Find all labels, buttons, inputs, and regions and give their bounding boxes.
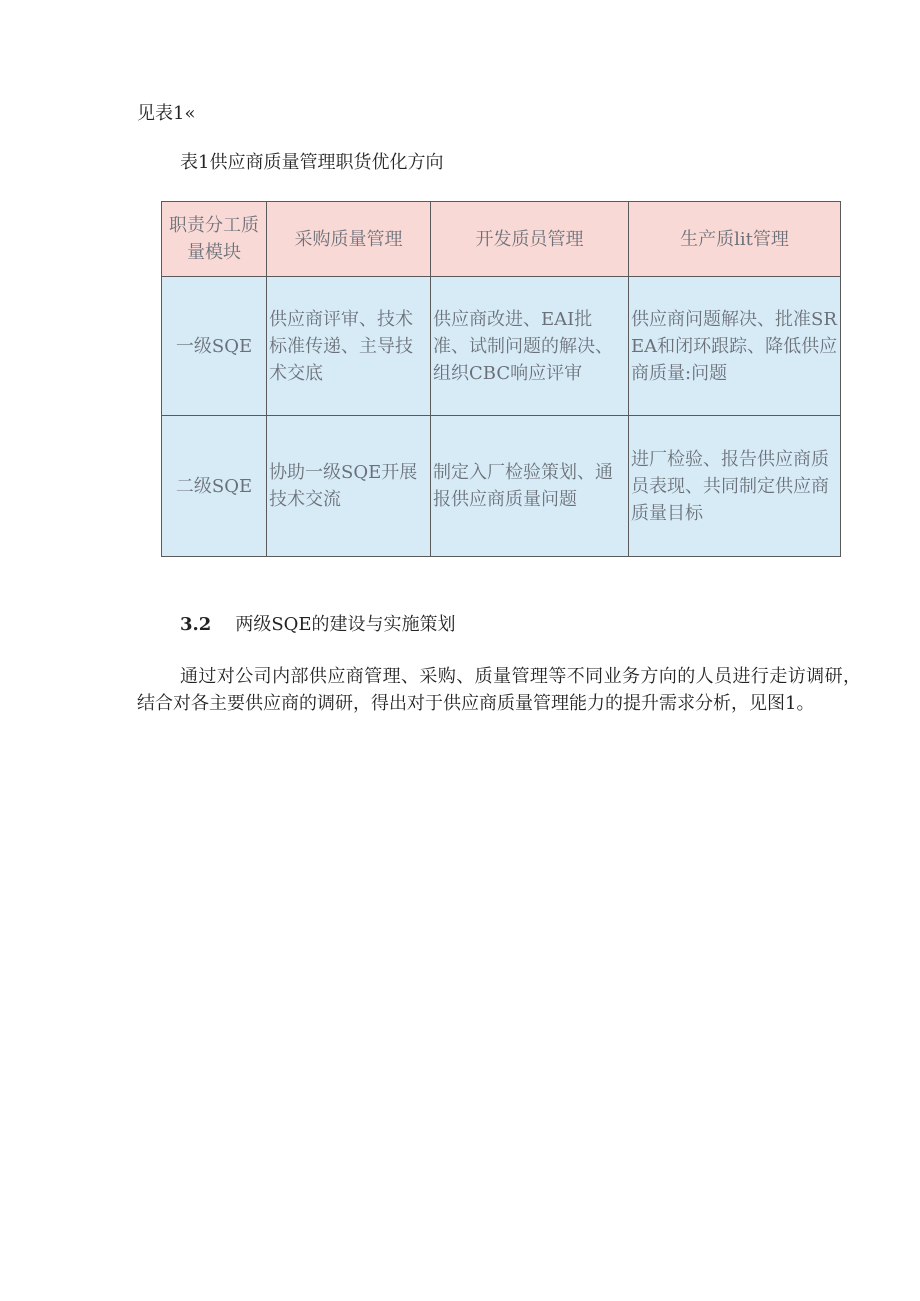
body-paragraph: 通过对公司内部供应商管理、采购、质量管理等不同业务方向的人员进行走访调研，结合对各主要供应商的调研，得出对于供应商质量管理能力的提升需求分析，见图1。 <box>137 666 861 714</box>
header-cell-production: 生产质lit管理 <box>629 202 841 277</box>
table-caption: 表1供应商质量管理职货优化方向 <box>180 152 444 173</box>
section-number: 3.2 <box>180 614 212 635</box>
table-cell: 供应商改进、EAI批准、试制问题的解决、组织CBC响应评审 <box>431 277 629 416</box>
table-cell: 进厂检验、报告供应商质员表现、共同制定供应商质量目标 <box>629 416 841 557</box>
header-cell-module: 职责分工质量模块 <box>162 202 267 277</box>
table-row <box>162 416 841 557</box>
table-cell: 制定入厂检验策划、通报供应商质量问题 <box>431 416 629 557</box>
table-cell: 供应商问题解决、批准SREA和闭环跟踪、降低供应商质量:问题 <box>629 277 841 416</box>
duty-table <box>161 201 841 557</box>
table-row <box>162 277 841 416</box>
section-heading <box>180 612 456 638</box>
table-header-row <box>162 202 841 277</box>
table-cell: 供应商评审、技术标准传递、主导技术交底 <box>267 277 431 416</box>
header-cell-development: 开发质员管理 <box>431 202 629 277</box>
section-title: 两级SQE的建设与实施策划 <box>235 614 456 635</box>
table-cell: 协助一级SQE开展技术交流 <box>267 416 431 557</box>
header-cell-purchase: 采购质量管理 <box>267 202 431 277</box>
intro-text: 见表1« <box>137 103 196 124</box>
row-level-cell: 一级SQE <box>162 277 267 416</box>
row-level-cell: 二级SQE <box>162 416 267 557</box>
